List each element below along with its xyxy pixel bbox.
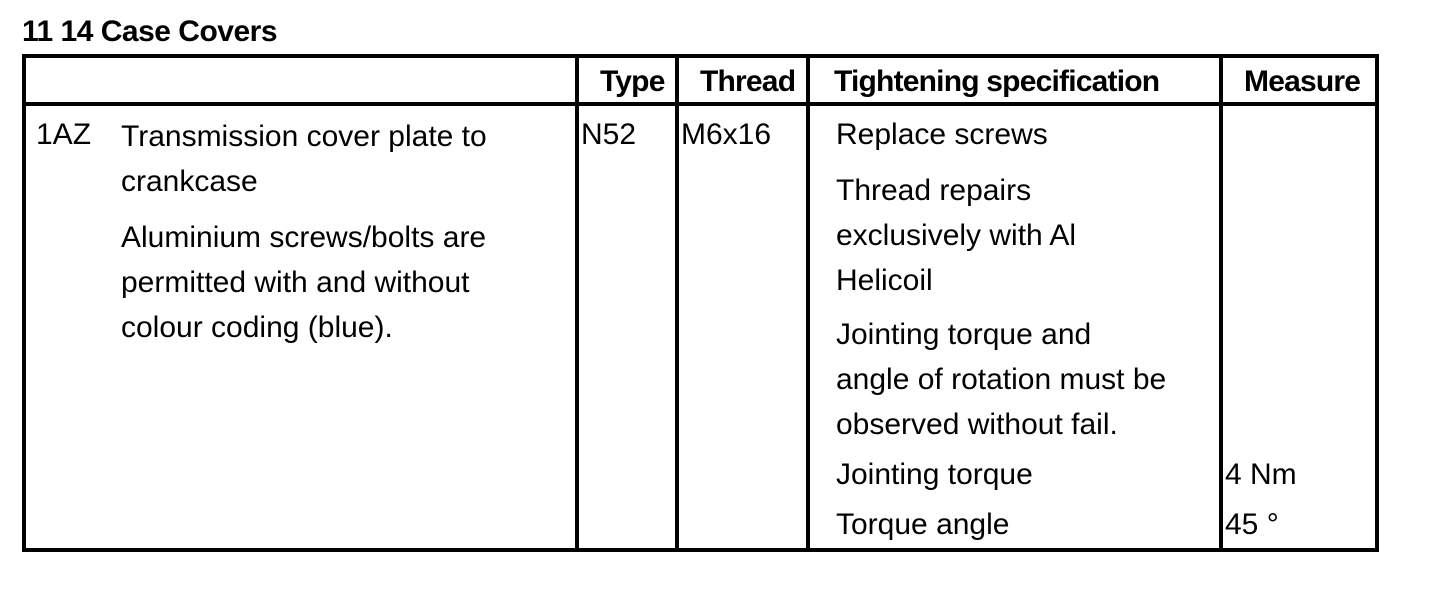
description-note-line: permitted with and without bbox=[121, 266, 470, 299]
header-divider bbox=[22, 102, 1379, 106]
column-divider-measure bbox=[1219, 54, 1223, 552]
spec-thread-repair-line: Thread repairs bbox=[836, 174, 1032, 207]
description-note-line: colour coding (blue). bbox=[121, 311, 393, 344]
header-thread: Thread bbox=[700, 65, 796, 98]
table-border-right bbox=[1375, 54, 1379, 552]
header-tightening-specification: Tightening specification bbox=[834, 65, 1160, 98]
column-divider-type bbox=[575, 54, 579, 552]
spec-replace-screws: Replace screws bbox=[836, 118, 1048, 151]
row-type: N52 bbox=[581, 118, 637, 151]
spec-thread-repair-line: exclusively with Al bbox=[836, 219, 1077, 252]
spec-jointing-note-line: angle of rotation must be bbox=[836, 363, 1167, 396]
row-id: 1AZ bbox=[36, 118, 92, 151]
table-border-top bbox=[22, 54, 1379, 58]
measure-jointing-torque: 4 Nm bbox=[1225, 458, 1297, 491]
description-line: Transmission cover plate to bbox=[121, 120, 487, 153]
header-measure: Measure bbox=[1244, 65, 1361, 98]
spec-jointing-torque-label: Jointing torque bbox=[836, 458, 1033, 491]
description-line: crankcase bbox=[121, 165, 258, 198]
table-border-bottom bbox=[22, 548, 1379, 552]
description-note-line: Aluminium screws/bolts are bbox=[121, 221, 487, 254]
spec-torque-angle-label: Torque angle bbox=[836, 508, 1010, 541]
column-divider-spec bbox=[806, 54, 810, 552]
measure-torque-angle: 45 ° bbox=[1225, 508, 1279, 541]
row-thread: M6x16 bbox=[681, 118, 772, 151]
page-title: 11 14 Case Covers bbox=[22, 15, 278, 48]
header-type: Type bbox=[600, 65, 665, 98]
spec-jointing-note-line: observed without fail. bbox=[836, 408, 1118, 441]
column-divider-thread bbox=[675, 54, 679, 552]
spec-thread-repair-line: Helicoil bbox=[836, 264, 933, 297]
spec-jointing-note-line: Jointing torque and bbox=[836, 318, 1092, 351]
table-border-left bbox=[22, 54, 26, 552]
